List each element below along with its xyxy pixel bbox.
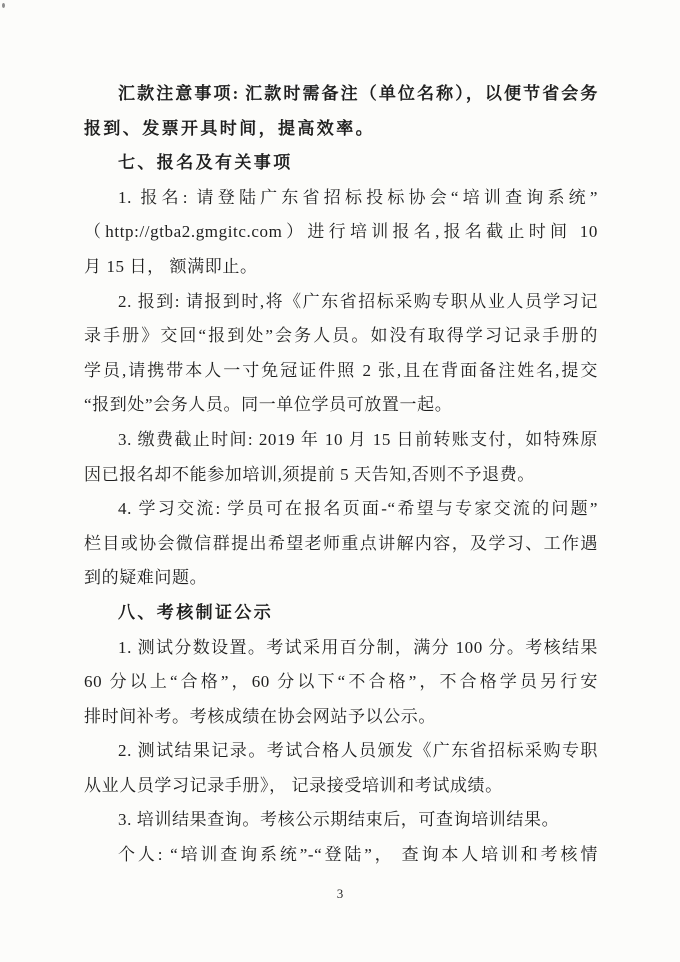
text-line: 3. 培训结果查询。考核公示期结束后，可查询培训结果。 [118, 810, 560, 830]
page-number: 3 [336, 886, 344, 901]
scan-artifact [2, 3, 5, 8]
text-line: 栏目或协会微信群提出希望老师重点讲解内容，及学习、工作遇 [84, 533, 598, 553]
text-line: 月 15 日， 额满即止。 [84, 256, 258, 276]
text-line: 录手册》交回“报到处”会务人员。如没有取得学习记录手册的 [84, 326, 598, 346]
document-body [84, 77, 598, 873]
section-heading: 八、考核制证公示 [118, 602, 274, 622]
text-line: 学员,请携带本人一寸免冠证件照 2 张,且在背面备注姓名,提交 [84, 360, 598, 380]
section-heading: 七、报名及有关事项 [118, 153, 293, 173]
text-line: 因已报名却不能参加培训,须提前 5 天告知,否则不予退费。 [84, 464, 535, 484]
text-line: 汇款注意事项: 汇款时需备注（单位名称），以便节省会务 [118, 84, 598, 103]
text-line: “报到处”会务人员。同一单位学员可放置一起。 [84, 395, 453, 415]
text-line: 报到、发票开具时间，提高效率。 [84, 118, 375, 138]
text-line: 排时间补考。考核成绩在协会网站予以公示。 [84, 706, 436, 726]
text-line: 个人: “培训查询系统”-“登陆”， 查询本人培训和考核情 [118, 845, 598, 865]
text-line: （http://gtba2.gmgitc.com）进行培训报名,报名截止时间 10 [84, 222, 598, 242]
text-line: 2. 报到: 请报到时,将《广东省招标采购专职从业人员学习记 [118, 291, 598, 311]
text-line: 从业人员学习记录手册》， 记录接受培训和考试成绩。 [84, 775, 503, 795]
text-line: 3. 缴费截止时间: 2019 年 10 月 15 日前转账支付，如特殊原 [118, 429, 598, 449]
text-line: 1. 测试分数设置。考试采用百分制，满分 100 分。考核结果 [118, 637, 598, 657]
text-line: 2. 测试结果记录。考试合格人员颁发《广东省招标采购专职 [118, 741, 598, 761]
text-line: 60 分以上“合格”，60 分以下“不合格”，不合格学员另行安 [84, 672, 598, 692]
text-line: 1. 报名: 请登陆广东省招标投标协会“培训查询系统” [118, 187, 598, 207]
text-line: 到的疑难问题。 [84, 568, 208, 588]
text-line: 4. 学习交流: 学员可在报名页面-“希望与专家交流的问题” [118, 499, 598, 519]
